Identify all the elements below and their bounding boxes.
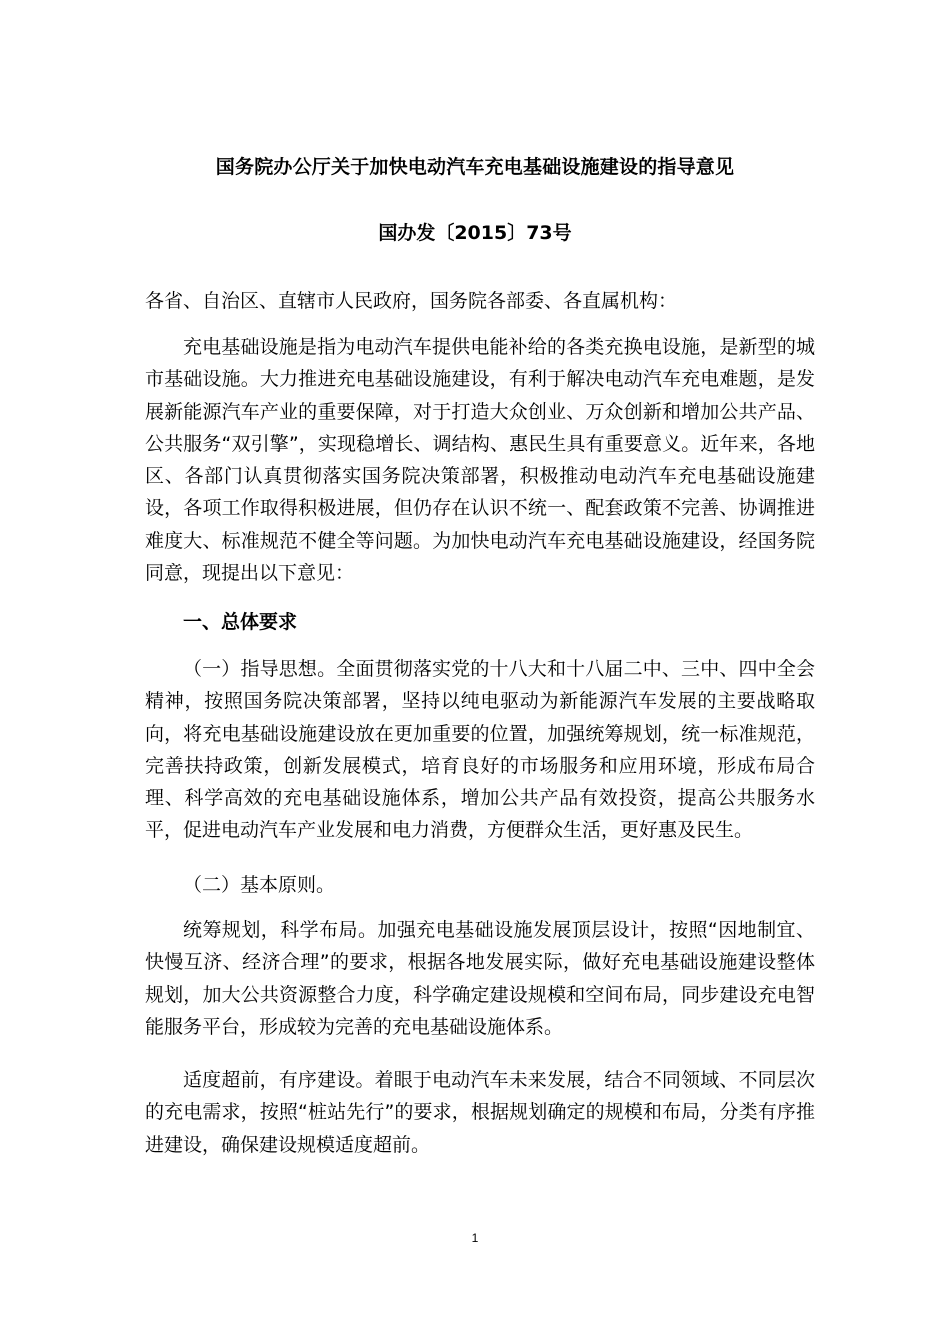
principle-advance-paragraph: 适度超前，有序建设。着眼于电动汽车未来发展，结合不同领域、不同层次的充电需求，按照“桩站先行”的要求，根据规划确定的规模和布局，分类有序推进建设，确保建设规模适度超前。 (145, 1069, 815, 1156)
section-heading-general-requirements: 一、总体要求 (183, 611, 298, 633)
guiding-thought-paragraph: （一）指导思想。全面贯彻落实党的十八大和十八届二中、三中、四中全会精神，按照国务院决策部署，坚持以纯电驱动为新能源汽车发展的主要战略取向，将充电基础设施建设放在更加重要的位置，加强统筹规划，统一标准规范，完善扶持政策，创新发展模式，培育良好的市场服务和应用环境，形成布局合理、科学高效的充电基础设施体系，增加公共产品有效投资，提高公共服务水平，促进电动汽车产业发展和电力消费，方便群众生活，更好惠及民生。 (145, 658, 815, 842)
document-number: 国办发〔2015〕73号 (378, 222, 572, 244)
document-title: 国务院办公厅关于加快电动汽车充电基础设施建设的指导意见 (215, 156, 735, 178)
basic-principles-paragraph: （二）基本原则。 (183, 874, 336, 896)
page-number: 1 (471, 1231, 479, 1245)
salutation: 各省、自治区、直辖市人民政府，国务院各部委、各直属机构： (145, 290, 678, 312)
principle-planning-paragraph: 统筹规划，科学布局。加强充电基础设施发展顶层设计，按照“因地制宜、快慢互济、经济合理”的要求，根据各地发展实际，做好充电基础设施建设整体规划，加大公共资源整合力度，科学确定建设规模和空间布局，同步建设充电智能服务平台，形成较为完善的充电基础设施体系。 (145, 919, 815, 1038)
intro-paragraph: 充电基础设施是指为电动汽车提供电能补给的各类充换电设施，是新型的城市基础设施。大力推进充电基础设施建设，有利于解决电动汽车充电难题，是发展新能源汽车产业的重要保障，对于打造大众创业、万众创新和增加公共产品、公共服务“双引擎”，实现稳增长、调结构、惠民生具有重要意义。近年来，各地区、各部门认真贯彻落实国务院决策部署，积极推动电动汽车充电基础设施建设，各项工作取得积极进展，但仍存在认识不统一、配套政策不完善、协调推进难度大、标准规范不健全等问题。为加快电动汽车充电基础设施建设，经国务院同意，现提出以下意见： (145, 336, 815, 585)
